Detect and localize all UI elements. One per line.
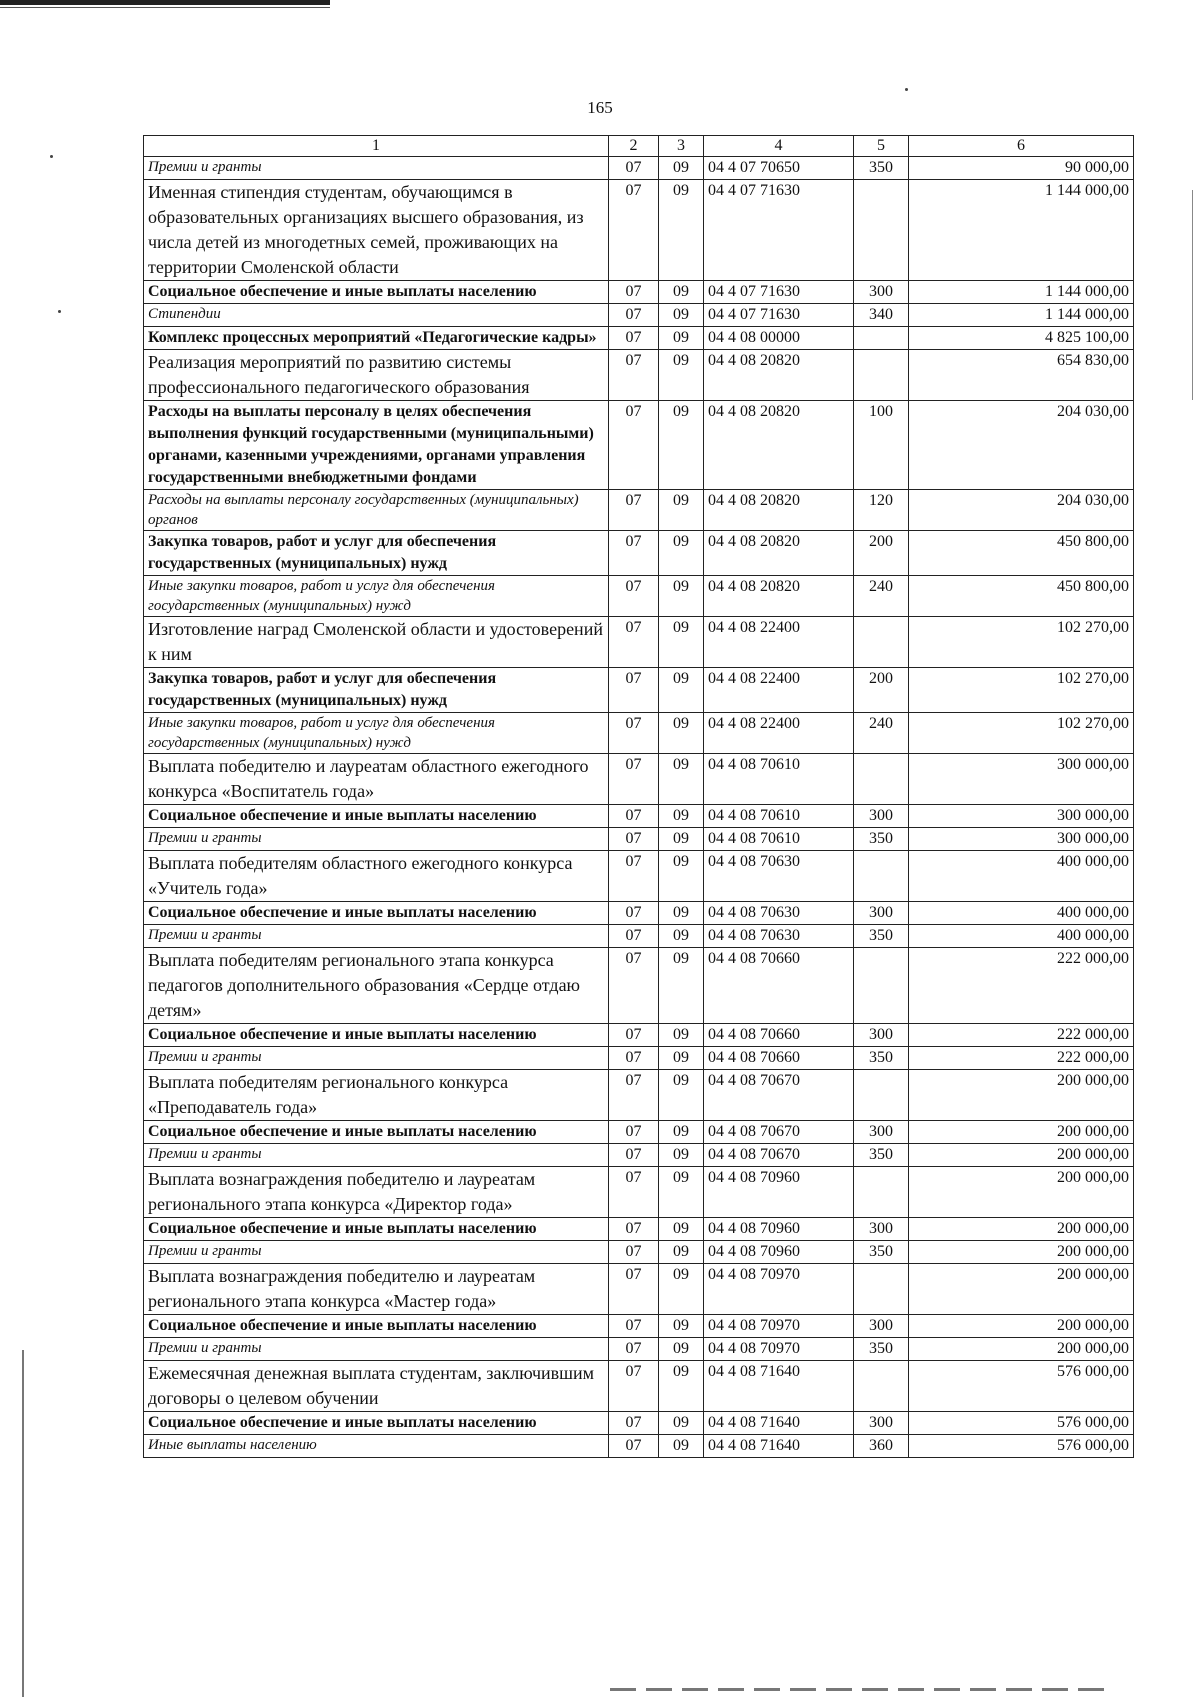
section-code-cell: 07 [609, 1144, 659, 1167]
subsection-code-cell: 09 [659, 1338, 704, 1361]
table-row [144, 617, 1134, 668]
row-name-cell: Расходы на выплаты персоналу в целях обеспечения выполнения функций государственными (муниципальными) органами, казенными учреждениями, органами управления государственными внебюджетными фондами [144, 401, 609, 490]
target-article-cell: 04 4 08 70970 [704, 1264, 854, 1315]
subsection-code-cell: 09 [659, 1361, 704, 1412]
table-row [144, 401, 1134, 490]
target-article-cell: 04 4 08 22400 [704, 617, 854, 668]
amount-cell: 450 800,00 [909, 531, 1134, 576]
amount-cell: 576 000,00 [909, 1412, 1134, 1435]
target-article-cell: 04 4 08 70670 [704, 1070, 854, 1121]
row-name-cell: Реализация мероприятий по развитию системы профессионального педагогического образования [144, 350, 609, 401]
subsection-code-cell: 09 [659, 1070, 704, 1121]
expense-type-cell: 300 [854, 1412, 909, 1435]
amount-cell: 204 030,00 [909, 490, 1134, 531]
target-article-cell: 04 4 08 70610 [704, 805, 854, 828]
row-name-cell: Ежемесячная денежная выплата студентам, заключившим договоры о целевом обучении [144, 1361, 609, 1412]
page-number: 165 [587, 98, 613, 117]
target-article-cell: 04 4 08 20820 [704, 350, 854, 401]
subsection-code-cell: 09 [659, 1241, 704, 1264]
subsection-code-cell: 09 [659, 304, 704, 327]
section-code-cell: 07 [609, 531, 659, 576]
expense-type-cell [854, 1167, 909, 1218]
table-row [144, 828, 1134, 851]
amount-cell: 576 000,00 [909, 1435, 1134, 1458]
table-row [144, 490, 1134, 531]
subsection-code-cell: 09 [659, 1412, 704, 1435]
target-article-cell: 04 4 08 70630 [704, 851, 854, 902]
row-name-cell: Именная стипендия студентам, обучающимся в образовательных организациях высшего образования, из числа детей из многодетных семей, проживающих на территории Смоленской области [144, 180, 609, 281]
row-name-cell: Закупка товаров, работ и услуг для обеспечения государственных (муниципальных) нужд [144, 531, 609, 576]
amount-cell: 200 000,00 [909, 1264, 1134, 1315]
section-code-cell: 07 [609, 668, 659, 713]
subsection-code-cell: 09 [659, 576, 704, 617]
table-row [144, 1218, 1134, 1241]
target-article-cell: 04 4 08 20820 [704, 531, 854, 576]
row-name-cell: Иные закупки товаров, работ и услуг для обеспечения государственных (муниципальных) нужд [144, 713, 609, 754]
subsection-code-cell: 09 [659, 1167, 704, 1218]
expense-type-cell: 240 [854, 713, 909, 754]
subsection-code-cell: 09 [659, 902, 704, 925]
target-article-cell: 04 4 08 70660 [704, 1047, 854, 1070]
budget-table-body [144, 136, 1134, 1458]
subsection-code-cell: 09 [659, 617, 704, 668]
target-article-cell: 04 4 08 22400 [704, 668, 854, 713]
row-name-cell: Социальное обеспечение и иные выплаты населению [144, 1315, 609, 1338]
expense-type-cell [854, 948, 909, 1024]
target-article-cell: 04 4 08 20820 [704, 401, 854, 490]
section-code-cell: 07 [609, 1047, 659, 1070]
section-code-cell: 07 [609, 327, 659, 350]
table-row [144, 1412, 1134, 1435]
subsection-code-cell: 09 [659, 925, 704, 948]
table-row [144, 1070, 1134, 1121]
table-header-row [144, 136, 1134, 157]
table-row [144, 1264, 1134, 1315]
amount-cell: 1 144 000,00 [909, 304, 1134, 327]
row-name-cell: Социальное обеспечение и иные выплаты населению [144, 902, 609, 925]
subsection-code-cell: 09 [659, 1121, 704, 1144]
amount-cell: 300 000,00 [909, 805, 1134, 828]
subsection-code-cell: 09 [659, 754, 704, 805]
expense-type-cell: 350 [854, 1338, 909, 1361]
subsection-code-cell: 09 [659, 350, 704, 401]
amount-cell: 102 270,00 [909, 713, 1134, 754]
row-name-cell: Выплата победителю и лауреатам областного ежегодного конкурса «Воспитатель года» [144, 754, 609, 805]
expense-type-cell: 360 [854, 1435, 909, 1458]
section-code-cell: 07 [609, 851, 659, 902]
row-name-cell: Премии и гранты [144, 1144, 609, 1167]
row-name-cell: Премии и гранты [144, 925, 609, 948]
expense-type-cell: 350 [854, 1047, 909, 1070]
expense-type-cell: 340 [854, 304, 909, 327]
section-code-cell: 07 [609, 617, 659, 668]
target-article-cell: 04 4 07 70650 [704, 157, 854, 180]
amount-cell: 576 000,00 [909, 1361, 1134, 1412]
table-row [144, 1435, 1134, 1458]
amount-cell: 200 000,00 [909, 1218, 1134, 1241]
scan-speck [58, 310, 61, 313]
row-name-cell: Социальное обеспечение и иные выплаты населению [144, 1121, 609, 1144]
subsection-code-cell: 09 [659, 1315, 704, 1338]
row-name-cell: Премии и гранты [144, 1047, 609, 1070]
section-code-cell: 07 [609, 925, 659, 948]
amount-cell: 400 000,00 [909, 925, 1134, 948]
amount-cell: 450 800,00 [909, 576, 1134, 617]
section-code-cell: 07 [609, 1361, 659, 1412]
section-code-cell: 07 [609, 1218, 659, 1241]
table-row [144, 350, 1134, 401]
amount-cell: 200 000,00 [909, 1241, 1134, 1264]
expense-type-cell: 100 [854, 401, 909, 490]
section-code-cell: 07 [609, 401, 659, 490]
row-name-cell: Премии и гранты [144, 828, 609, 851]
scan-speck [905, 88, 908, 91]
amount-cell: 1 144 000,00 [909, 281, 1134, 304]
amount-cell: 222 000,00 [909, 1047, 1134, 1070]
target-article-cell: 04 4 07 71630 [704, 304, 854, 327]
row-name-cell: Выплата вознаграждения победителю и лауреатам регионального этапа конкурса «Директор года» [144, 1167, 609, 1218]
table-row [144, 157, 1134, 180]
amount-cell: 4 825 100,00 [909, 327, 1134, 350]
row-name-cell: Премии и гранты [144, 1338, 609, 1361]
expense-type-cell: 120 [854, 490, 909, 531]
target-article-cell: 04 4 08 70660 [704, 948, 854, 1024]
expense-type-cell [854, 1264, 909, 1315]
expense-type-cell: 300 [854, 902, 909, 925]
expense-type-cell: 350 [854, 828, 909, 851]
amount-cell: 400 000,00 [909, 902, 1134, 925]
section-code-cell: 07 [609, 828, 659, 851]
subsection-code-cell: 09 [659, 157, 704, 180]
target-article-cell: 04 4 08 70970 [704, 1315, 854, 1338]
amount-cell: 300 000,00 [909, 754, 1134, 805]
section-code-cell: 07 [609, 948, 659, 1024]
subsection-code-cell: 09 [659, 490, 704, 531]
amount-cell: 222 000,00 [909, 948, 1134, 1024]
amount-cell: 400 000,00 [909, 851, 1134, 902]
amount-cell: 102 270,00 [909, 668, 1134, 713]
row-name-cell: Выплата вознаграждения победителю и лауреатам регионального этапа конкурса «Мастер года» [144, 1264, 609, 1315]
subsection-code-cell: 09 [659, 668, 704, 713]
section-code-cell: 07 [609, 1412, 659, 1435]
expense-type-cell [854, 617, 909, 668]
section-code-cell: 07 [609, 1070, 659, 1121]
section-code-cell: 07 [609, 350, 659, 401]
expense-type-cell: 350 [854, 925, 909, 948]
subsection-code-cell: 09 [659, 180, 704, 281]
row-name-cell: Иные выплаты населению [144, 1435, 609, 1458]
expense-type-cell: 350 [854, 157, 909, 180]
budget-table [143, 135, 1134, 1458]
table-row [144, 576, 1134, 617]
table-row [144, 925, 1134, 948]
target-article-cell: 04 4 08 70970 [704, 1338, 854, 1361]
expense-type-cell: 300 [854, 1218, 909, 1241]
amount-cell: 222 000,00 [909, 1024, 1134, 1047]
subsection-code-cell: 09 [659, 1218, 704, 1241]
row-name-cell: Комплекс процессных мероприятий «Педагогические кадры» [144, 327, 609, 350]
section-code-cell: 07 [609, 157, 659, 180]
expense-type-cell: 240 [854, 576, 909, 617]
target-article-cell: 04 4 08 20820 [704, 576, 854, 617]
target-article-cell: 04 4 07 71630 [704, 180, 854, 281]
subsection-code-cell: 09 [659, 851, 704, 902]
subsection-code-cell: 09 [659, 713, 704, 754]
table-row [144, 1361, 1134, 1412]
expense-type-cell: 300 [854, 805, 909, 828]
row-name-cell: Социальное обеспечение и иные выплаты населению [144, 1218, 609, 1241]
target-article-cell: 04 4 08 00000 [704, 327, 854, 350]
table-row [144, 805, 1134, 828]
amount-cell: 102 270,00 [909, 617, 1134, 668]
expense-type-cell: 200 [854, 668, 909, 713]
target-article-cell: 04 4 08 70960 [704, 1218, 854, 1241]
table-row [144, 281, 1134, 304]
amount-cell: 200 000,00 [909, 1121, 1134, 1144]
target-article-cell: 04 4 07 71630 [704, 281, 854, 304]
row-name-cell: Выплата победителям регионального этапа конкурса педагогов дополнительного образования «Сердце отдаю детям» [144, 948, 609, 1024]
column-header: 4 [704, 136, 854, 157]
expense-type-cell [854, 1361, 909, 1412]
column-header: 3 [659, 136, 704, 157]
row-name-cell: Премии и гранты [144, 157, 609, 180]
table-row [144, 668, 1134, 713]
subsection-code-cell: 09 [659, 1144, 704, 1167]
scan-edge-line [1192, 190, 1193, 400]
row-name-cell: Закупка товаров, работ и услуг для обеспечения государственных (муниципальных) нужд [144, 668, 609, 713]
expense-type-cell [854, 180, 909, 281]
table-row [144, 851, 1134, 902]
expense-type-cell: 300 [854, 1315, 909, 1338]
scan-top-rule [0, 0, 330, 5]
expense-type-cell [854, 350, 909, 401]
table-row [144, 327, 1134, 350]
section-code-cell: 07 [609, 1241, 659, 1264]
section-code-cell: 07 [609, 902, 659, 925]
row-name-cell: Социальное обеспечение и иные выплаты населению [144, 805, 609, 828]
subsection-code-cell: 09 [659, 327, 704, 350]
expense-type-cell [854, 327, 909, 350]
expense-type-cell: 200 [854, 531, 909, 576]
table-row [144, 1024, 1134, 1047]
section-code-cell: 07 [609, 713, 659, 754]
expense-type-cell: 350 [854, 1144, 909, 1167]
amount-cell: 200 000,00 [909, 1315, 1134, 1338]
column-header: 1 [144, 136, 609, 157]
target-article-cell: 04 4 08 22400 [704, 713, 854, 754]
table-row [144, 1315, 1134, 1338]
section-code-cell: 07 [609, 1338, 659, 1361]
table-row [144, 1144, 1134, 1167]
amount-cell: 200 000,00 [909, 1167, 1134, 1218]
target-article-cell: 04 4 08 70630 [704, 902, 854, 925]
row-name-cell: Изготовление наград Смоленской области и удостоверений к ним [144, 617, 609, 668]
section-code-cell: 07 [609, 1315, 659, 1338]
target-article-cell: 04 4 08 70630 [704, 925, 854, 948]
target-article-cell: 04 4 08 71640 [704, 1361, 854, 1412]
amount-cell: 200 000,00 [909, 1144, 1134, 1167]
table-row [144, 948, 1134, 1024]
subsection-code-cell: 09 [659, 401, 704, 490]
subsection-code-cell: 09 [659, 828, 704, 851]
expense-type-cell: 300 [854, 1121, 909, 1144]
section-code-cell: 07 [609, 1121, 659, 1144]
target-article-cell: 04 4 08 20820 [704, 490, 854, 531]
subsection-code-cell: 09 [659, 1264, 704, 1315]
row-name-cell: Расходы на выплаты персоналу государственных (муниципальных) органов [144, 490, 609, 531]
expense-type-cell [854, 851, 909, 902]
scan-top-rule-thin [0, 7, 330, 8]
section-code-cell: 07 [609, 1435, 659, 1458]
amount-cell: 200 000,00 [909, 1338, 1134, 1361]
section-code-cell: 07 [609, 805, 659, 828]
amount-cell: 90 000,00 [909, 157, 1134, 180]
subsection-code-cell: 09 [659, 531, 704, 576]
amount-cell: 200 000,00 [909, 1070, 1134, 1121]
amount-cell: 204 030,00 [909, 401, 1134, 490]
row-name-cell: Премии и гранты [144, 1241, 609, 1264]
amount-cell: 1 144 000,00 [909, 180, 1134, 281]
table-row [144, 1241, 1134, 1264]
target-article-cell: 04 4 08 70660 [704, 1024, 854, 1047]
row-name-cell: Социальное обеспечение и иные выплаты населению [144, 1024, 609, 1047]
target-article-cell: 04 4 08 70670 [704, 1121, 854, 1144]
section-code-cell: 07 [609, 1024, 659, 1047]
section-code-cell: 07 [609, 180, 659, 281]
target-article-cell: 04 4 08 70670 [704, 1144, 854, 1167]
row-name-cell: Социальное обеспечение и иные выплаты населению [144, 281, 609, 304]
amount-cell: 654 830,00 [909, 350, 1134, 401]
expense-type-cell [854, 1070, 909, 1121]
column-header: 6 [909, 136, 1134, 157]
row-name-cell: Иные закупки товаров, работ и услуг для обеспечения государственных (муниципальных) нужд [144, 576, 609, 617]
section-code-cell: 07 [609, 754, 659, 805]
expense-type-cell: 300 [854, 1024, 909, 1047]
table-row [144, 1338, 1134, 1361]
section-code-cell: 07 [609, 304, 659, 327]
row-name-cell: Выплата победителям областного ежегодного конкурса «Учитель года» [144, 851, 609, 902]
target-article-cell: 04 4 08 70610 [704, 828, 854, 851]
amount-cell: 300 000,00 [909, 828, 1134, 851]
expense-type-cell: 300 [854, 281, 909, 304]
table-row [144, 180, 1134, 281]
section-code-cell: 07 [609, 281, 659, 304]
table-row [144, 1047, 1134, 1070]
column-header: 2 [609, 136, 659, 157]
subsection-code-cell: 09 [659, 1047, 704, 1070]
table-row [144, 1121, 1134, 1144]
row-name-cell: Выплата победителям регионального конкурса «Преподаватель года» [144, 1070, 609, 1121]
table-row [144, 713, 1134, 754]
scan-speck [50, 155, 53, 158]
subsection-code-cell: 09 [659, 281, 704, 304]
section-code-cell: 07 [609, 1264, 659, 1315]
target-article-cell: 04 4 08 70610 [704, 754, 854, 805]
target-article-cell: 04 4 08 71640 [704, 1435, 854, 1458]
target-article-cell: 04 4 08 70960 [704, 1167, 854, 1218]
expense-type-cell: 350 [854, 1241, 909, 1264]
row-name-cell: Социальное обеспечение и иные выплаты населению [144, 1412, 609, 1435]
table-row [144, 902, 1134, 925]
table-row [144, 754, 1134, 805]
target-article-cell: 04 4 08 71640 [704, 1412, 854, 1435]
subsection-code-cell: 09 [659, 1435, 704, 1458]
table-row [144, 531, 1134, 576]
scan-bottom-marks [610, 1688, 1110, 1691]
section-code-cell: 07 [609, 576, 659, 617]
column-header: 5 [854, 136, 909, 157]
table-row [144, 1167, 1134, 1218]
section-code-cell: 07 [609, 1167, 659, 1218]
subsection-code-cell: 09 [659, 948, 704, 1024]
row-name-cell: Стипендии [144, 304, 609, 327]
subsection-code-cell: 09 [659, 805, 704, 828]
section-code-cell: 07 [609, 490, 659, 531]
subsection-code-cell: 09 [659, 1024, 704, 1047]
expense-type-cell [854, 754, 909, 805]
scan-binding-line [22, 1350, 24, 1697]
target-article-cell: 04 4 08 70960 [704, 1241, 854, 1264]
table-row [144, 304, 1134, 327]
